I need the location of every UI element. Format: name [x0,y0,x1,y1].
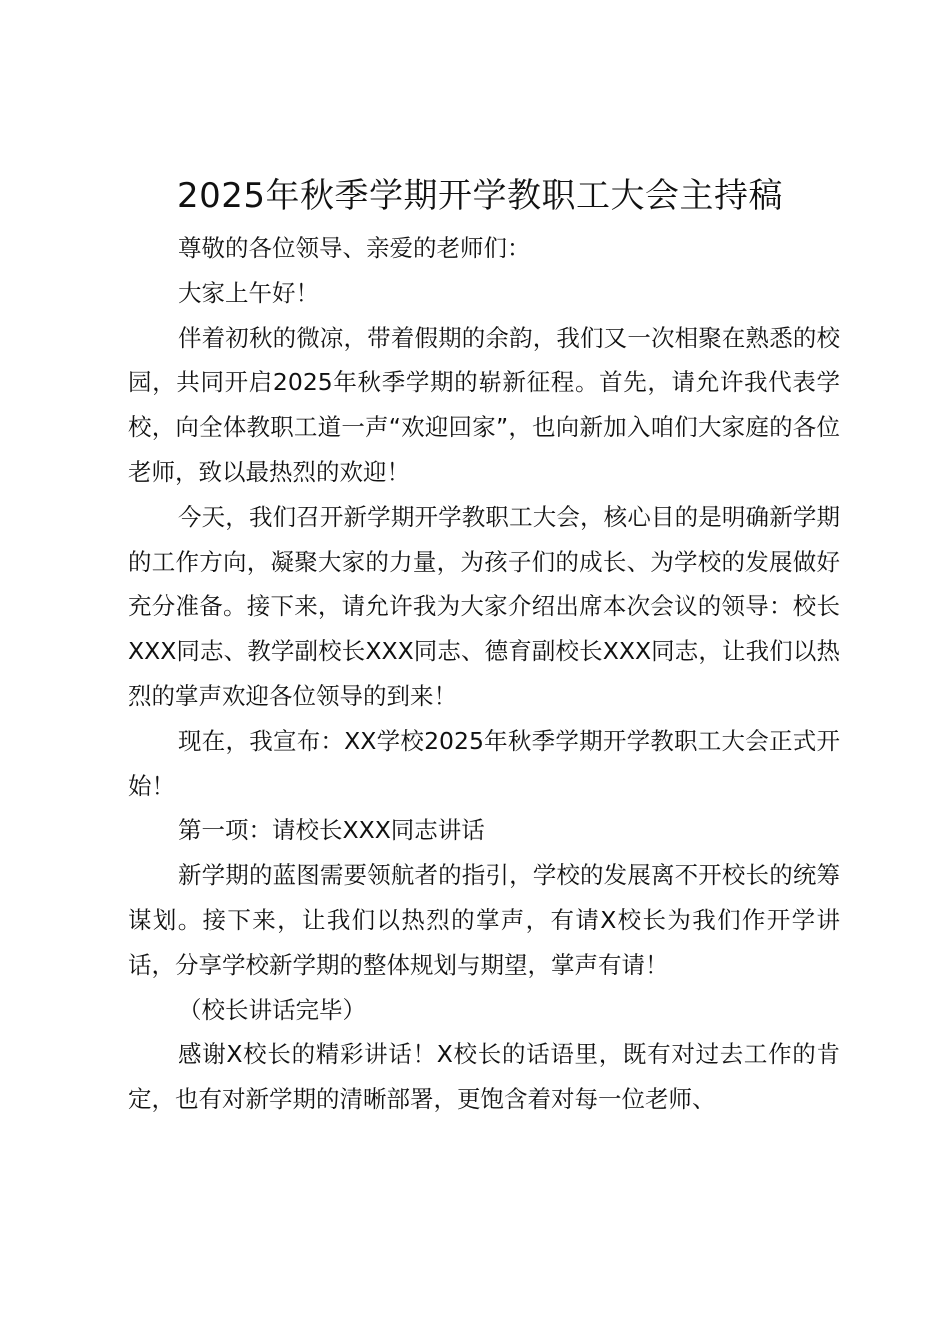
announcement-paragraph: 现在，我宣布：XX学校2025年秋季学期开学教职工大会正式开始！ [128,726,840,800]
stage-note: （校长讲话完毕） [178,995,366,1024]
introduction-paragraph: 今天，我们召开新学期开学教职工大会，核心目的是明确新学期的工作方向，凝聚大家的力量，为孩子们的成长、为学校的发展做好充分准备。接下来，请允许我为大家介绍出席本次会议的领导：校长XXX同志、教学副校长XXX同志、德育副校长XXX同志，让我们以热烈的掌声欢迎各位领导的到来！ [128,502,840,710]
document-body [128,226,840,1122]
principal-intro-paragraph: 新学期的蓝图需要领航者的指引，学校的发展离不开校长的统筹谋划。接下来，让我们以热烈的掌声，有请X校长为我们作开学讲话，分享学校新学期的整体规划与期望，掌声有请！ [128,861,840,979]
opening-paragraph: 伴着初秋的微凉，带着假期的余韵，我们又一次相聚在熟悉的校园，共同开启2025年秋季学期的崭新征程。首先，请允许我代表学校，向全体教职工道一声“欢迎回家”，也向新加入咱们大家庭的各位老师，致以最热烈的欢迎！ [128,323,840,486]
agenda-item-heading: 第一项：请校长XXX同志讲话 [178,816,485,845]
greeting-paragraph: 大家上午好！ [178,278,319,307]
document-title: 2025年秋季学期开学教职工大会主持稿 [176,176,784,216]
thanks-paragraph: 感谢X校长的精彩讲话！X校长的话语里，既有对过去工作的肯定，也有对新学期的清晰部署，更饱含着对每一位老师、 [128,1040,840,1114]
salutation-paragraph: 尊敬的各位领导、亲爱的老师们： [178,234,531,262]
